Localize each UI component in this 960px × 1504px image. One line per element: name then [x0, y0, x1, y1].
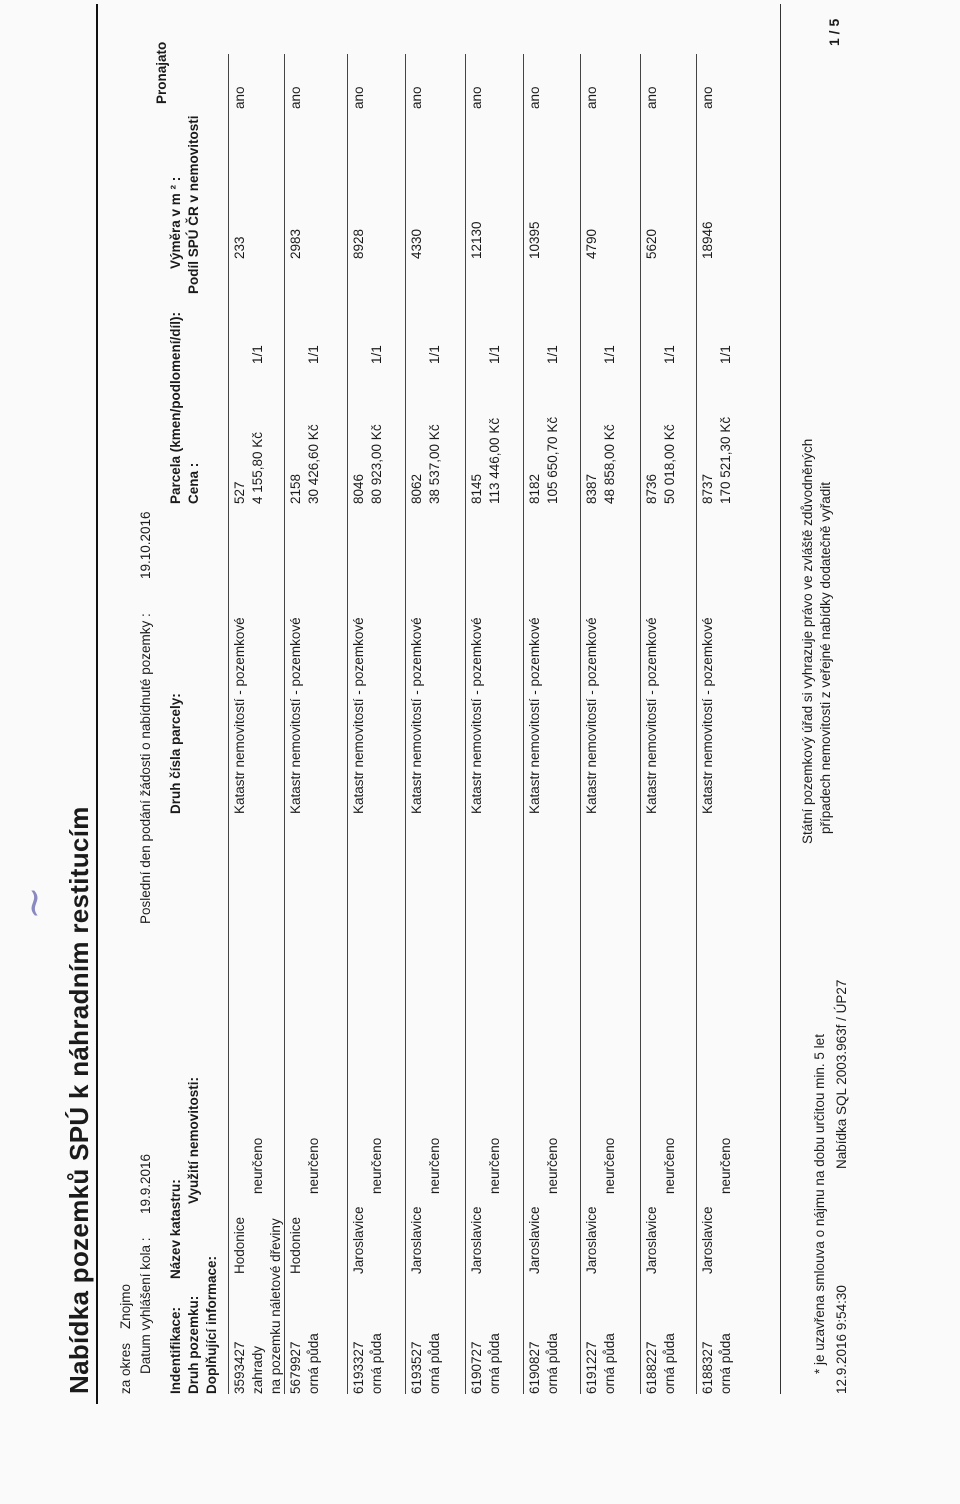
- cadastre-name: Jaroslavice: [469, 1206, 484, 1274]
- parcel-id: 6191227: [584, 1341, 599, 1394]
- nabidka-code: Nabídka SQL 2003.963f / ÚP27: [834, 979, 849, 1169]
- land-type: orná půda: [662, 1333, 677, 1394]
- handwritten-mark: ~: [11, 886, 58, 920]
- land-type: orná půda: [369, 1333, 384, 1394]
- land-type: orná půda: [718, 1333, 733, 1394]
- price: 170 521,30 Kč: [718, 416, 733, 504]
- cadastre-name: Jaroslavice: [409, 1206, 424, 1274]
- parcel-number: 8046: [351, 473, 366, 504]
- cadastre-name: Hodonice: [288, 1216, 303, 1274]
- usage: neurčeno: [427, 1137, 442, 1194]
- leased-flag: ano: [584, 86, 599, 109]
- header-vymera: Výměra v m ² :: [168, 176, 183, 269]
- usage: neurčeno: [602, 1137, 617, 1194]
- posledni-label: Poslední den podání žádosti o nabídnuté pozemky :: [138, 613, 153, 924]
- evidence-type: Katastr nemovitostí - pozemkové: [409, 617, 424, 814]
- area: 4330: [409, 228, 424, 259]
- leased-flag: ano: [232, 86, 247, 109]
- table-row: [523, 0, 583, 1504]
- share: 1/1: [250, 345, 265, 364]
- datum-value: 19.9.2016: [138, 1153, 153, 1214]
- parcel-number: 527: [232, 481, 247, 504]
- price: 105 650,70 Kč: [545, 416, 560, 504]
- evidence-type: Katastr nemovitostí - pozemkové: [351, 617, 366, 814]
- area: 2983: [288, 228, 303, 259]
- table-row: [347, 0, 407, 1504]
- parcel-number: 8145: [469, 473, 484, 504]
- usage: neurčeno: [369, 1137, 384, 1194]
- statement-line2: případech nemovitosti z veřejné nabídky dodatečně vyřadit: [818, 482, 833, 834]
- evidence-type: Katastr nemovitostí - pozemkové: [232, 617, 247, 814]
- cadastre-name: Jaroslavice: [700, 1206, 715, 1274]
- share: 1/1: [427, 345, 442, 364]
- header-druh-cisla: Druh čísla parcely:: [168, 693, 183, 814]
- area: 5620: [644, 228, 659, 259]
- share: 1/1: [602, 345, 617, 364]
- table-row: [696, 0, 756, 1504]
- share: 1/1: [545, 345, 560, 364]
- land-type: orná půda: [545, 1333, 560, 1394]
- share: 1/1: [718, 345, 733, 364]
- usage: neurčeno: [545, 1137, 560, 1194]
- cadastre-name: Jaroslavice: [351, 1206, 366, 1274]
- parcel-id: 6190727: [469, 1341, 484, 1394]
- table-row: [228, 0, 288, 1504]
- price: 4 155,80 Kč: [250, 431, 265, 504]
- price: 38 537,00 Kč: [427, 424, 442, 504]
- usage: neurčeno: [487, 1137, 502, 1194]
- price: 48 858,00 Kč: [602, 424, 617, 504]
- leased-flag: ano: [351, 86, 366, 109]
- evidence-type: Katastr nemovitostí - pozemkové: [288, 617, 303, 814]
- header-identifikace: Indentifikace:: [168, 1306, 183, 1394]
- parcel-number: 8387: [584, 473, 599, 504]
- header-podil: Podíl SPÚ ČR v nemovitosti: [186, 115, 201, 294]
- parcel-number: 2158: [288, 473, 303, 504]
- parcel-id: 5679927: [288, 1341, 303, 1394]
- parcel-id: 6193327: [351, 1341, 366, 1394]
- header-doplnujici: Doplňující informace:: [204, 1255, 219, 1394]
- timestamp: 12.9.2016 9:54:30: [834, 1285, 849, 1394]
- title-rule: [96, 4, 98, 1404]
- row-rule: [640, 54, 641, 1394]
- area: 18946: [700, 221, 715, 259]
- row-rule: [284, 54, 285, 1394]
- okres-label: za okres: [118, 1342, 133, 1394]
- land-type: orná půda: [487, 1333, 502, 1394]
- evidence-type: Katastr nemovitostí - pozemkové: [644, 617, 659, 814]
- footer-rule: [780, 4, 781, 1394]
- footnote: * je uzavřena smlouva o nájmu na dobu určitou min. 5 let: [812, 1034, 827, 1374]
- price: 50 018,00 Kč: [662, 424, 677, 504]
- area: 233: [232, 236, 247, 259]
- row-rule: [523, 54, 524, 1394]
- leased-flag: ano: [700, 86, 715, 109]
- share: 1/1: [369, 345, 384, 364]
- evidence-type: Katastr nemovitostí - pozemkové: [527, 617, 542, 814]
- usage: neurčeno: [718, 1137, 733, 1194]
- usage: neurčeno: [662, 1137, 677, 1194]
- leased-flag: ano: [288, 86, 303, 109]
- parcel-id: 3593427: [232, 1341, 247, 1394]
- area: 8928: [351, 228, 366, 259]
- leased-flag: ano: [527, 86, 542, 109]
- area: 12130: [469, 221, 484, 259]
- row-rule: [580, 54, 581, 1394]
- leased-flag: ano: [409, 86, 424, 109]
- table-row: [405, 0, 465, 1504]
- table-row: [580, 0, 640, 1504]
- usage: neurčeno: [306, 1137, 321, 1194]
- land-type: orná půda: [427, 1333, 442, 1394]
- share: 1/1: [306, 345, 321, 364]
- header-cena: Cena :: [186, 462, 201, 504]
- parcel-number: 8737: [700, 473, 715, 504]
- parcel-number: 8182: [527, 473, 542, 504]
- cadastre-name: Jaroslavice: [644, 1206, 659, 1274]
- price: 80 923,00 Kč: [369, 424, 384, 504]
- header-pronajato: Pronajato: [154, 41, 169, 104]
- cadastre-name: Hodonice: [232, 1216, 247, 1274]
- table-row: [640, 0, 700, 1504]
- land-type: orná půda: [306, 1333, 321, 1394]
- area: 4790: [584, 228, 599, 259]
- table-row: [465, 0, 525, 1504]
- header-vyuziti: Využití nemovitosti:: [186, 1076, 201, 1204]
- cadastre-name: Jaroslavice: [527, 1206, 542, 1274]
- evidence-type: Katastr nemovitostí - pozemkové: [469, 617, 484, 814]
- additional-info: na pozemku náletové dřeviny: [268, 1218, 283, 1394]
- area: 10395: [527, 221, 542, 259]
- parcel-id: 6193527: [409, 1341, 424, 1394]
- row-rule: [696, 54, 697, 1394]
- row-rule: [465, 54, 466, 1394]
- page-title: Nabídka pozemků SPÚ k náhradním restitucím: [64, 806, 94, 1394]
- header-druh-pozemku: Druh pozemku:: [186, 1295, 201, 1394]
- row-rule: [405, 54, 406, 1394]
- price: 113 446,00 Kč: [487, 417, 502, 504]
- share: 1/1: [487, 345, 502, 364]
- evidence-type: Katastr nemovitostí - pozemkové: [700, 617, 715, 814]
- share: 1/1: [662, 345, 677, 364]
- price: 30 426,60 Kč: [306, 424, 321, 504]
- row-rule: [228, 54, 229, 1394]
- parcel-id: 6190827: [527, 1341, 542, 1394]
- posledni-value: 19.10.2016: [138, 511, 153, 579]
- evidence-type: Katastr nemovitostí - pozemkové: [584, 617, 599, 814]
- page-number: 1 / 5: [826, 18, 842, 46]
- header-parcela: Parcela (kmen/podlomení/díl):: [168, 311, 183, 504]
- usage: neurčeno: [250, 1137, 265, 1194]
- statement-line1: Státní pozemkový úřad si vyhrazuje právo ve zvláště zdůvodněných: [800, 438, 815, 844]
- row-rule: [347, 54, 348, 1394]
- parcel-number: 8062: [409, 473, 424, 504]
- land-type: zahrady: [250, 1345, 265, 1394]
- leased-flag: ano: [644, 86, 659, 109]
- parcel-id: 6188227: [644, 1341, 659, 1394]
- leased-flag: ano: [469, 86, 484, 109]
- cadastre-name: Jaroslavice: [584, 1206, 599, 1274]
- parcel-id: 6188327: [700, 1341, 715, 1394]
- land-type: orná půda: [602, 1333, 617, 1394]
- header-nazev-katastru: Název katastru:: [168, 1179, 183, 1279]
- datum-label: Datum vyhlášení kola :: [138, 1237, 153, 1374]
- table-row: [284, 0, 344, 1504]
- okres-value: Znojmo: [118, 1283, 133, 1329]
- parcel-number: 8736: [644, 473, 659, 504]
